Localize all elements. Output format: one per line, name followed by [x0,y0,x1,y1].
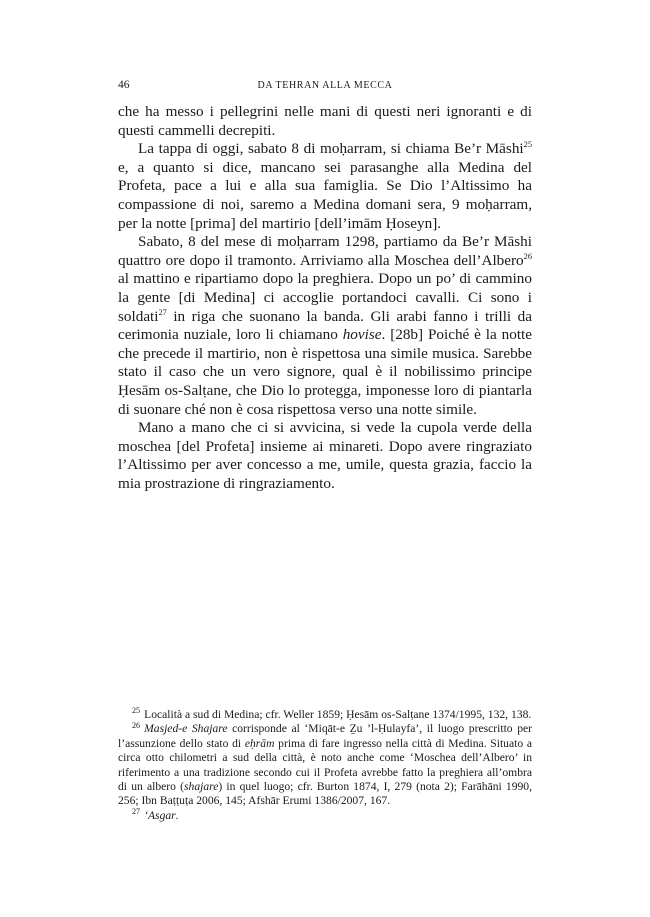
footnote-text: ) in quel luogo; cfr. Burton 1874, I, 279 (nota 2); Farāhāni 1990, 256; Ibn Baṭṭuṭa 2006, 145; Afshār Erumi 1386/2007, 167. [118,780,533,808]
paragraph-3-text-c: in riga che suonano la banda. Gli arabi fanno i trilli da cerimonia nuziale, loro li chiamano [118,307,532,344]
paragraph-2 [118,140,532,233]
footnote-ref-25[interactable]: 25 [523,140,532,150]
footnote-text: prima di fare ingresso nella città di Medina. Situato a circa otto chilometri a sud della città, è noto anche come ‘Moschea dell’Albero’ in riferimento a una tradizione secondo cui il Profeta avrebbe fatto la preghiera all’ombra di un albero ( [118,736,532,794]
footnote-26: 26 Masjed-e Shajare corrisponde al ‘Miqāt-e Ẕu ’l-Ḥulayfa’, il luogo prescritto per l’assunzione dello stato di eḥrām prima di fare ingresso nella città di Medina. Situato a circa otto chilometri a sud della città, è noto anche come ‘Moschea dell’Albero’ in riferimento a una tradizione secondo cui il Profeta avrebbe fatto la preghiera all’ombra di un albero (shajare) in quel luogo; cfr. Burton 1874, I, 279 (nota 2); Farāhāni 1990, 256; Ibn Baṭṭuṭa 2006, 145; Afshār Erumi 1386/2007, 167. [118,720,533,808]
footnotes [118,708,532,823]
paragraph-4 [118,419,532,493]
footnote-italic: Masjed-e Shajare [144,722,228,736]
footnote-ref-27[interactable]: 27 [158,307,167,317]
footnote-text: . [175,808,179,822]
paragraph-3-italic: hovise [342,326,382,344]
footnote-italic: ‘Asgar [144,808,176,822]
paragraph-1-text: che ha messo i pellegrini nelle mani di questi neri ignoranti e di questi cammelli decrepiti. [118,103,532,139]
page-number: 46 [118,79,130,91]
running-head: DA TEHRAN ALLA MECCA [257,80,393,91]
footnote-27: 27 ‘Asgar. [132,806,179,822]
footnote-italic: shajare [184,780,219,794]
footnote-text: Località a sud di Medina; cfr. Weller 1859; Ḥesām os-Salṭane 1374/1995, 132, 138. [144,708,532,721]
paragraph-2-text-a: La tappa di oggi, sabato 8 di moḥarram, si chiama Be’r Māshi [138,140,524,158]
footnote-text: corrisponde al ‘Miqāt-e Ẕu ’l-Ḥulayfa’, il luogo prescritto per l’assunzione dello stato di [118,722,533,750]
footnote-italic: eḥrām [244,736,275,750]
paragraph-3-text-a: Sabato, 8 del mese di moḥarram 1298, partiamo da Be’r Māshi quattro ore dopo il tramonto. Arriviamo alla Moschea dell’Albero [118,233,532,269]
paragraph-3 [118,233,532,419]
footnote-25: 25 Località a sud di Medina; cfr. Weller 1859; Ḥesām os-Salṭane 1374/1995, 132, 138. [132,706,532,721]
paragraph-2-text-b: e, a quanto si dice, mancano sei parasanghe alla Medina del Profeta, pace a lui e alla sua famiglia. Se Dio l’Altissimo ha compassione di noi, saremo a Medina domani sera, 9 moḥarram, per la notte [prima] del martirio [dell’imām Ḥoseyn]. [118,158,532,232]
paragraph-1 [118,103,532,140]
paragraph-3-text-b: al mattino e ripartiamo dopo la preghiera. Dopo un po’ di cammino la gente [di Medina] ci accoglie portandoci cavalli. Ci sono i soldati [118,270,532,325]
footnote-ref-26[interactable]: 26 [523,251,532,261]
main-text [118,103,532,493]
paragraph-3-text-d: . [28b] Poiché è la notte che precede il martirio, non è rispettosa una simile musica. Sarebbe stato il caso che un vero signore, qual è il nobilissimo principe Ḥesām os-Salṭane, che Dio lo protegga, imponesse loro di piantarla di suonare ché non è cosa rispettosa verso una notte simile. [118,326,532,418]
paragraph-4-text: Mano a mano che ci si avvicina, si vede la cupola verde della moschea [del Profeta] insieme ai minareti. Dopo avere ringraziato l’Altissimo per aver concesso a me, umile, questa grazia, faccio la mia prostrazione di ringraziamento. [118,419,532,492]
